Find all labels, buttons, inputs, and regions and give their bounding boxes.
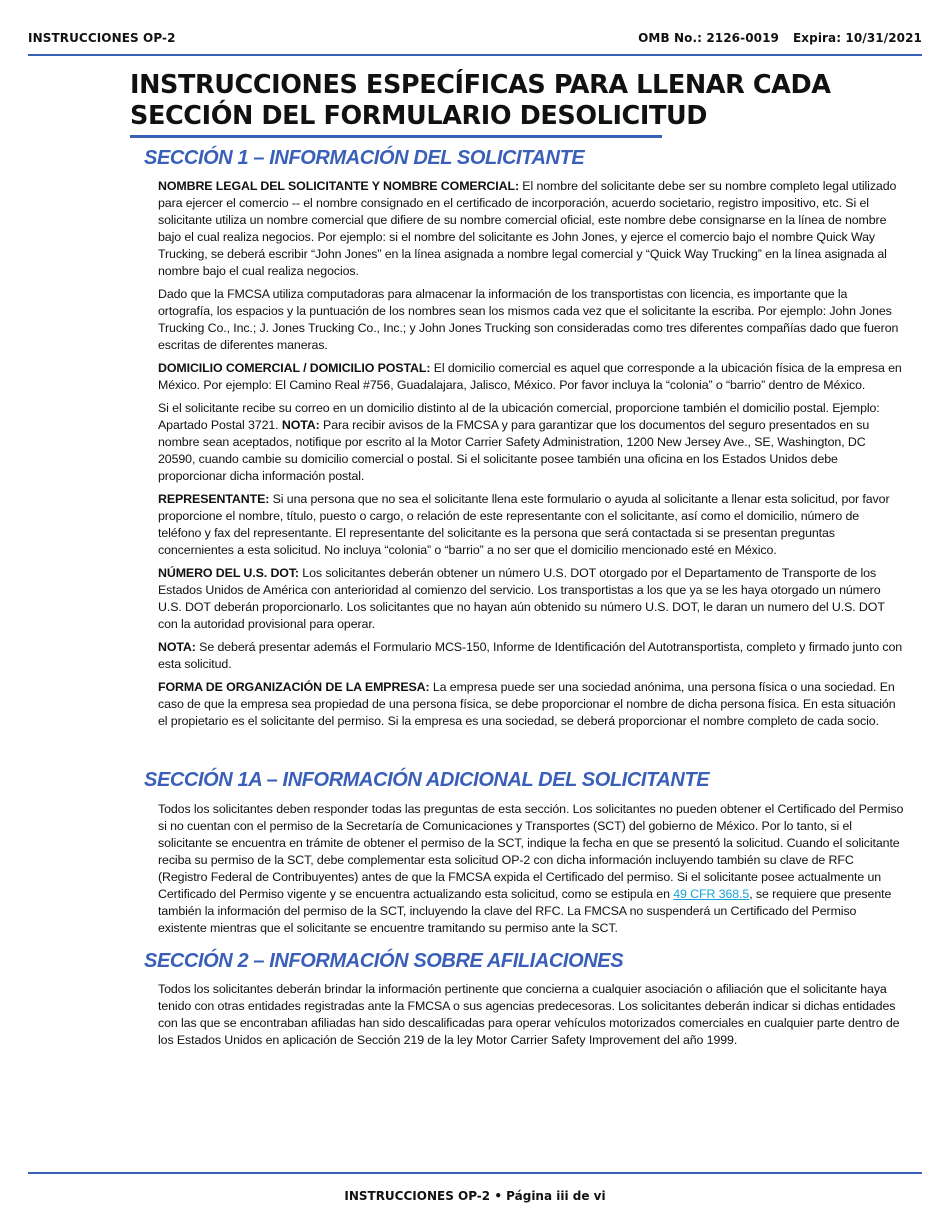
page-title-line2: SECCIÓN DEL FORMULARIO DESOLICITUD [130,101,708,131]
paragraph-label: NÚMERO DEL U.S. DOT: [158,566,299,580]
header-omb-number: OMB No.: 2126-0019 [638,31,779,45]
paragraph-name-consistency: Dado que la FMCSA utiliza computadoras para almacenar la información de los transportistas con licencia, es importante que la ortografía, los espacios y la puntuación de los nombres sean los mismos cada vez que el solicitante la escriba. Por ejemplo: John Jones Trucking Co., Inc.; J. Jones Trucking Co., Inc.; y John Jones Trucking son consideradas como tres diferentes compañías dado que fueron escritas de diferentes maneras. [158,287,899,352]
paragraph-mcs150-note: NOTA: Se deberá presentar además el Formulario MCS-150, Informe de Identificación del Autotransportista, completo y firmado junto con esta solicitud. [158,640,903,671]
section-1-body [158,178,904,736]
section-2-body [158,981,904,1055]
paragraph-legal-name: NOMBRE LEGAL DEL SOLICITANTE Y NOMBRE COMERCIAL: El nombre del solicitante debe ser su nombre completo legal utilizado para ejercer el comercio -- el nombre consignado en el certificado de incorporación, acuerdo societario, registro impositivo, etc. Si el solicitante utiliza un nombre comercial que difiere de su nombre comercial oficial, este nombre debe consignarse en la línea de nombre bajo el cual realiza negocios. Por ejemplo: si el nombre del solicitante es John Jones, y ejerce el comercio bajo el nombre Quick Way Trucking, se deberá escribir “John Jones” en la línea asignada a nombre legal comercial y “Quick Way Trucking” en la línea asignada al nombre bajo el cual realiza negocios. [158,179,897,278]
paragraph-label: NOTA: [281,418,320,432]
paragraph-representative: REPRESENTANTE: Si una persona que no sea el solicitante llena este formulario o ayuda al solicitante a llenar esta solicitud, por favor proporcione el nombre, título, puesto o cargo, o relación de este representante con el solicitante, así como el domicilio, número de teléfono y fax del representante. El representante del solicitante es la persona que será contactada si se presentan preguntas concernientes a esta solicitud. No incluya “colonia” o “barrio” a no ser que el domicilio mencionado esté en México. [158,492,890,557]
paragraph-usdot-number: NÚMERO DEL U.S. DOT: Los solicitantes deberán obtener un número U.S. DOT otorgado por el Departamento de Transporte de los Estados Unidos de América con anterioridad al comienzo del servicio. Los transportistas a los que ya se les haya otorgado un número U.S. DOT deberán proporcionarlo. Los solicitantes que no hayan aún obtenido su número U.S. DOT, le daran un numero del U.S. DOT con la autoridad provisional para operar. [158,566,885,631]
footer-divider [28,1172,922,1174]
paragraph-organization-form: FORMA DE ORGANIZACIÓN DE LA EMPRESA: La empresa puede ser una sociedad anónima, una persona física o una sociedad. En caso de que la empresa sea propiedad de una persona física, se debe proporcionar el nombre de dicha persona física. En esta situación el propietario es el solicitante del permiso. Si la empresa es una sociedad, se deberá proporcionar el nombre completo de cada socio. [158,680,896,728]
paragraph-label: REPRESENTANTE: [158,492,270,506]
section-1a-body [158,801,904,943]
paragraph-label: FORMA DE ORGANIZACIÓN DE LA EMPRESA: [158,680,430,694]
paragraph-label: NOMBRE LEGAL DEL SOLICITANTE Y NOMBRE COMERCIAL: [158,179,519,193]
cfr-368-5-link[interactable]: 49 CFR 368.5 [673,887,750,901]
header-form-name: INSTRUCCIONES OP-2 [28,31,176,45]
page-title-line1: INSTRUCCIONES ESPECÍFICAS PARA LLENAR CADA [130,70,831,100]
page-header [28,31,922,45]
paragraph-sct-permit: Todos los solicitantes deben responder todas las preguntas de esta sección. Los solicitantes no pueden obtener el Certificado del Permiso si no cuentan con el permiso de la Secretaría de Comunicaciones y Transportes (SCT) del gobierno de México. Por lo tanto, si el solicitante se encuentra en trámite de obtener el permiso de la SCT, indique la fecha en que se presentó la solicitud. Cuando el solicitante reciba su permiso de la SCT, debe complementar esta solicitud OP-2 con dicha información incluyendo también su clave de RFC (Registro Federal de Contribuyentes) antes de que la FMCSA expida el Certificado del permiso. Si el solicitante posee actualmente un Certificado del Permiso vigente y se encuentra actualizando esta solicitud, como se estipula en 49 CFR 368.5, se requiere que presente también la información del permiso de la SCT, incluyendo la clave del RFC. La FMCSA no suspenderá un Certificado del Permiso existente mientras que el solicitante se encuentre tramitando su permiso ante la SCT. [158,802,904,935]
header-expiration: Expira: 10/31/2021 [793,31,922,45]
title-underline [130,135,662,138]
paragraph-label: NOTA: [158,640,196,654]
paragraph-address: DOMICILIO COMERCIAL / DOMICILIO POSTAL: El domicilio comercial es aquel que corresponde a la ubicación física de la empresa en México. Por ejemplo: El Camino Real #756, Guadalajara, Jalisco, México. Por favor incluya la “colonia” o “barrio” dentro de México. [158,361,902,392]
page-footer: INSTRUCCIONES OP-2 • Página iii de vi [344,1189,606,1203]
page-title [130,70,850,132]
header-omb-info [638,31,922,45]
section-2-heading: SECCIÓN 2 – INFORMACIÓN SOBRE AFILIACIONES [144,950,624,972]
section-1a-heading: SECCIÓN 1A – INFORMACIÓN ADICIONAL DEL SOLICITANTE [144,769,710,791]
section-1-heading: SECCIÓN 1 – INFORMACIÓN DEL SOLICITANTE [144,147,585,169]
paragraph-label: DOMICILIO COMERCIAL / DOMICILIO POSTAL: [158,361,431,375]
paragraph-affiliations: Todos los solicitantes deberán brindar la información pertinente que concierna a cualquier asociación o afiliación que el solicitante haya tenido con otras entidades registradas ante la FMCSA o sus agencias predecesoras. Los solicitantes deberán indicar si dichas entidades con las que se encontraban afiliadas han sido descalificadas para operar vehículos motorizados comerciales en cualquier parte dentro de los Estados Unidos en aplicación de Sección 219 de la ley Motor Carrier Safety Improvement del año 1999. [158,982,900,1047]
header-divider [28,54,922,56]
paragraph-postal-address: Si el solicitante recibe su correo en un domicilio distinto al de la ubicación comercial, proporcione también el domicilio postal. Ejemplo: Apartado Postal 3721. NOTA: Para recibir avisos de la FMCSA y para garantizar que los documentos del seguro presentados en su nombre sean aceptados, notifique por escrito al la Motor Carrier Safety Administration, 1200 New Jersey Ave., SE, Washington, DC 20590, cuando cambie su domicilio comercial o postal. Si el solicitante posee también una oficina en los Estados Unidos debe proporcionar dicha información postal. [158,401,880,483]
